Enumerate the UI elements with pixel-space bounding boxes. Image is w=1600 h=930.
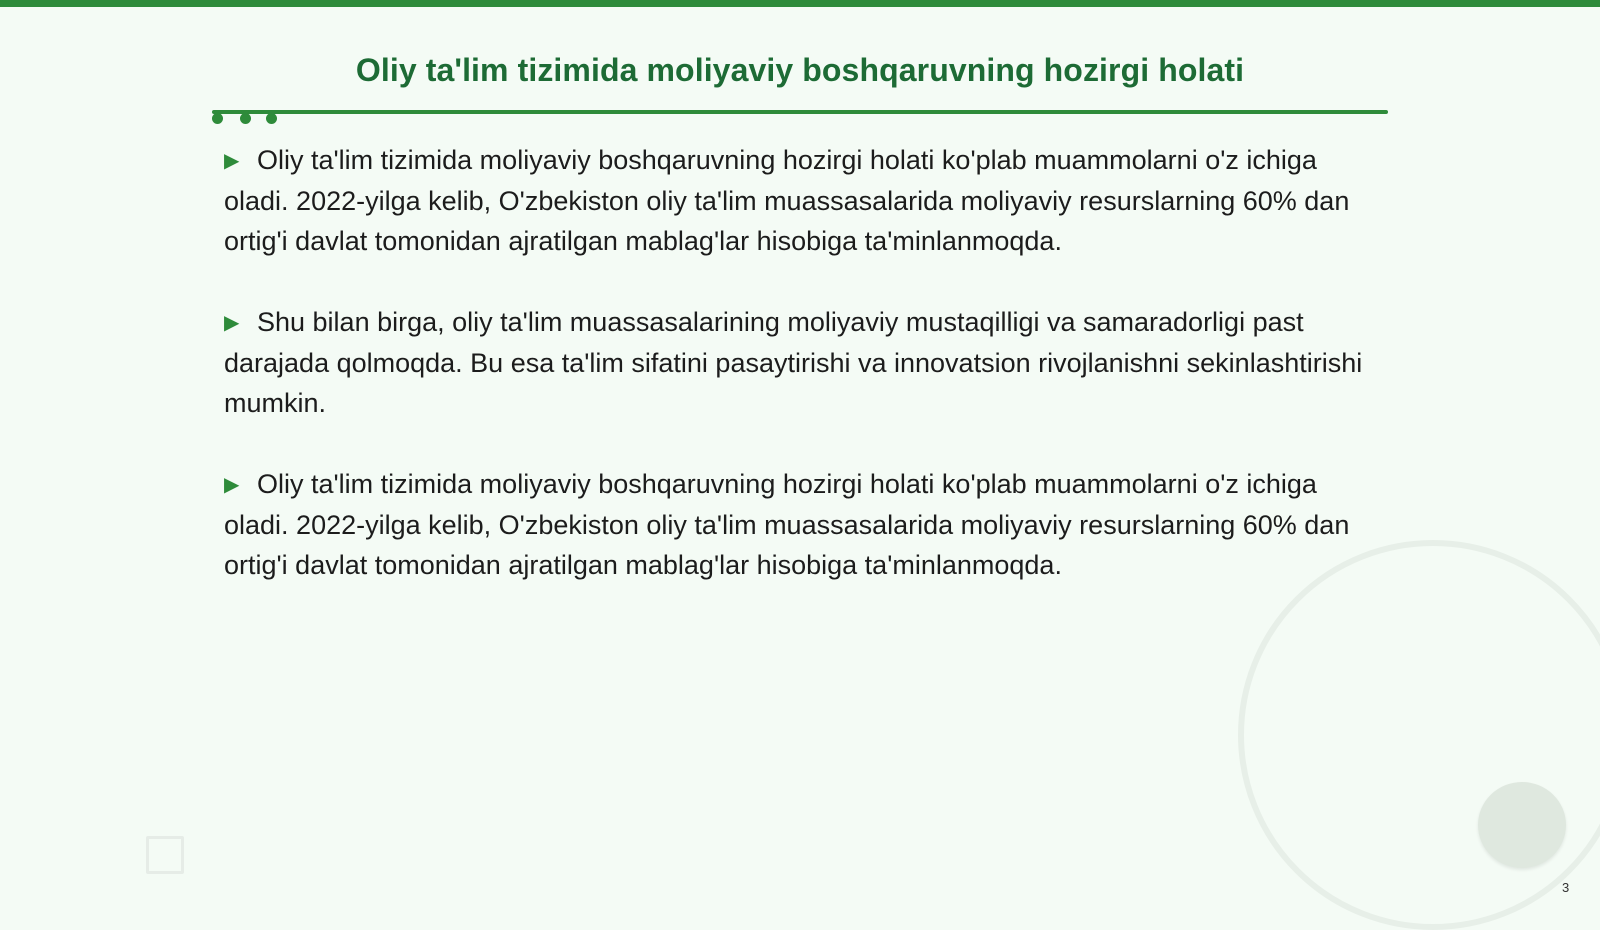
bullet-arrow-icon: ▶ [224, 312, 240, 334]
paragraph-text: Oliy ta'lim tizimida moliyaviy boshqaruvning hozirgi holati ko'plab muammolarni o'z ichiga oladi. 2022-yilga kelib, O'zbekiston oliy ta'lim muassasalarida moliyaviy resurslarning 60% dan ortig'i davlat tomonidan ajratilgan mablag'lar hisobiga ta'minlanmoqda. [224, 469, 1350, 580]
paragraph-text: Shu bilan birga, oliy ta'lim muassasalarining moliyaviy mustaqilligi va samaradorligi past darajada qolmoqda. Bu esa ta'lim sifatini pasaytirishi va innovatsion rivojlanishni sekinlashtirishi mumkin. [224, 307, 1363, 418]
top-accent-bar [0, 0, 1600, 7]
title-underline [212, 110, 1388, 114]
bullet-paragraph-1 [224, 140, 1384, 261]
bullet-paragraph-2 [224, 302, 1384, 423]
page-number: 3 [1562, 880, 1570, 895]
slide-body [224, 140, 1384, 626]
decorative-dot [266, 113, 277, 124]
decorative-dot [240, 113, 251, 124]
decorative-square-outline [146, 836, 184, 874]
bullet-arrow-icon: ▶ [224, 150, 240, 172]
bullet-paragraph-3 [224, 464, 1384, 585]
bullet-arrow-icon: ▶ [224, 474, 240, 496]
decorative-circle-filled [1478, 782, 1566, 868]
slide-title: Oliy ta'lim tizimida moliyaviy boshqaruvning hozirgi holati [355, 52, 1245, 88]
decorative-dot [212, 113, 223, 124]
paragraph-text: Oliy ta'lim tizimida moliyaviy boshqaruvning hozirgi holati ko'plab muammolarni o'z ichiga oladi. 2022-yilga kelib, O'zbekiston oliy ta'lim muassasalarida moliyaviy resurslarning 60% dan ortig'i davlat tomonidan ajratilgan mablag'lar hisobiga ta'minlanmoqda. [224, 145, 1350, 256]
